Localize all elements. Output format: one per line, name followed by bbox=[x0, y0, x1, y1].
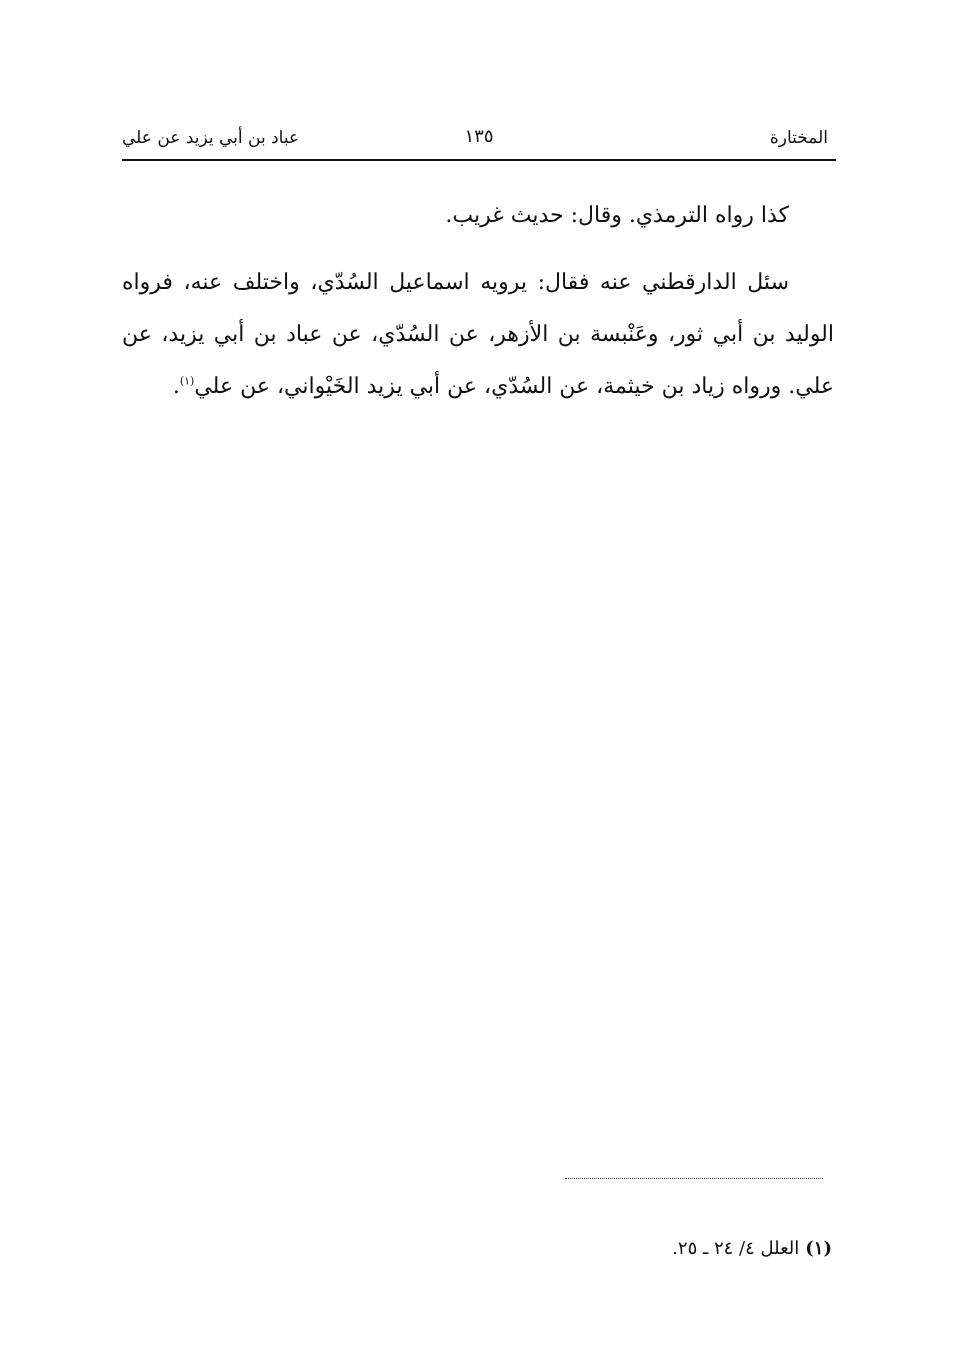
header-section-title: عباد بن أبي يزيد عن علي bbox=[122, 128, 300, 148]
footnote-text: العلل ٤/ ٢٤ ـ ٢٥. bbox=[672, 1238, 800, 1259]
paragraph-end-mark: . bbox=[172, 374, 180, 399]
header-book-title: المختارة bbox=[769, 128, 828, 148]
page-number: ١٣٥ bbox=[464, 126, 494, 147]
paragraph bbox=[122, 257, 834, 413]
header-divider bbox=[122, 159, 836, 161]
footnote-reference[interactable]: (١) bbox=[179, 374, 195, 388]
running-header bbox=[122, 122, 836, 158]
footnote bbox=[672, 1238, 832, 1259]
paragraph-text: كذا رواه الترمذي. وقال: حديث غريب. bbox=[445, 203, 789, 228]
paragraph bbox=[122, 190, 834, 242]
footnote-divider bbox=[565, 1178, 823, 1179]
paragraph-text: سئل الدارقطني عنه فقال: يرويه اسماعيل السُدّي، واختلف عنه، فرواه الوليد بن أبي ثور، وعَنْبسة بن الأزهر، عن السُدّي، عن عباد بن أبي يزيد، عن علي. ورواه زياد بن خيثمة، عن السُدّي، عن أبي يزيد الخَيْواني، عن علي bbox=[122, 270, 834, 399]
main-text bbox=[122, 190, 834, 413]
footnote-number: (١) bbox=[805, 1238, 832, 1259]
